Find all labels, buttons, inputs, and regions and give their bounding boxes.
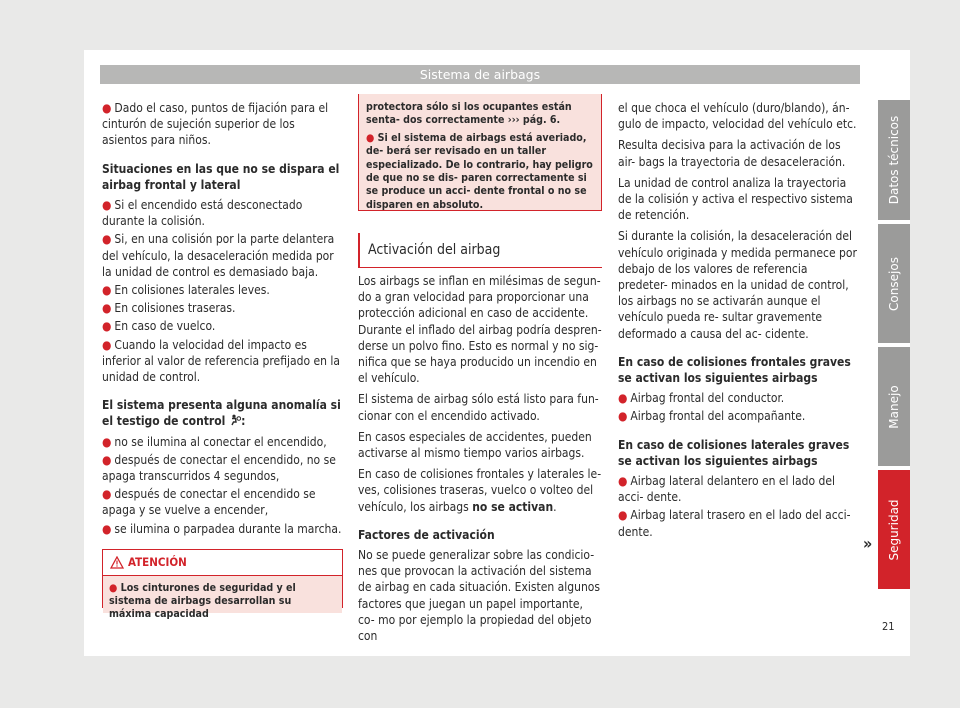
bullet-icon: ●	[102, 301, 112, 316]
list-item: ● Dado el caso, puntos de fijación para el cinturón de sujeción superior de los asientos para niños.	[102, 101, 329, 148]
warning-triangle-icon	[110, 556, 124, 569]
column-1	[102, 100, 342, 539]
page-reference-link[interactable]: ››› pág. 6.	[507, 114, 561, 127]
bullet-icon: ●	[102, 521, 112, 536]
bullet-icon: ●	[618, 409, 628, 424]
paragraph: Resulta decisiva para la activación de los air- bags la trayectoria de desaceleración.	[618, 138, 846, 169]
continue-arrow-icon: »	[863, 534, 873, 553]
warning-label: ATENCIÓN	[128, 555, 187, 569]
warning-continuation-box	[358, 94, 602, 211]
page-number: 21	[882, 620, 895, 633]
tab-datos-tecnicos[interactable]: Datos técnicos	[878, 100, 910, 220]
bullet-icon: ●	[102, 101, 112, 115]
list-item: ● Airbag frontal del conductor.	[618, 391, 785, 406]
warning-header	[103, 550, 342, 576]
section-title: Activación del airbag	[358, 233, 602, 268]
list-item: ● Si el encendido está desconectado durante la colisión.	[102, 198, 303, 229]
list-item: ● Airbag lateral trasero en el lado del acci- dente.	[618, 508, 851, 539]
bullet-icon: ●	[102, 319, 112, 334]
list-item: ● Cuando la velocidad del impacto es inferior al valor de referencia prefijado en la unidad de control.	[102, 337, 341, 385]
list-item: ● En colisiones traseras.	[102, 301, 236, 316]
list-item: ● se ilumina o parpadea durante la marcha.	[102, 521, 342, 536]
list-item: ● En caso de vuelco.	[102, 319, 216, 334]
page-header: Sistema de airbags	[100, 65, 860, 84]
paragraph: Si durante la colisión, la desaceleración del vehículo originada y medida permanece por debajo de los valores de referencia predeter- minados en la unidad de control, los airbags no se activarán aunque el vehículo pueda re- sultar gravemente deformado a causa del ac- cidente.	[618, 229, 857, 341]
paragraph: No se puede generalizar sobre las condicio- nes que provocan la activación del sistema de airbag en cada situación. Existen algunos factores que juegan un papel importante, co- mo por ejemplo la propiedad del objeto con	[358, 548, 601, 644]
tab-manejo[interactable]: Manejo	[878, 347, 910, 466]
warning-continuation-body: protectora sólo si los ocupantes están senta- dos correctamente ››› pág. 6. ● Si el sistema de airbags está averiado, de- berá ser revisado en un taller especializado. De lo contrario, hay peligro de que no se dis- paren correctamente si se produce un acci- dente frontal o no se disparen en absoluto.	[366, 101, 593, 211]
list-item: ● Airbag frontal del acompañante.	[618, 409, 806, 424]
subheading: El sistema presenta alguna anomalía si el testigo de control :	[102, 398, 341, 429]
bullet-icon: ●	[102, 198, 112, 213]
warning-body: ● Los cinturones de seguridad y el sistema de airbags desarrollan su máxima capacidad	[103, 576, 342, 613]
subheading: Situaciones en las que no se dispara el airbag frontal y lateral	[102, 161, 340, 192]
subheading: Factores de activación	[358, 527, 495, 542]
paragraph: La unidad de control analiza la trayectoria de la colisión y activa el respectivo sistema de retención.	[618, 175, 853, 223]
paragraph: El sistema de airbag sólo está listo para fun- cionar con el encendido activado.	[358, 392, 599, 423]
warning-box	[102, 549, 343, 621]
list-item: ● En colisiones laterales leves.	[102, 283, 270, 298]
airbag-warning-icon	[229, 414, 241, 426]
list-item: ● no se ilumina al conectar el encendido,	[102, 434, 327, 449]
bullet-icon: ●	[102, 452, 112, 467]
bullet-icon: ●	[102, 487, 112, 502]
paragraph: En casos especiales de accidentes, pueden activarse al mismo tiempo varios airbags.	[358, 429, 592, 461]
column-2	[358, 273, 602, 649]
bullet-icon: ●	[366, 131, 375, 144]
subheading: En caso de colisiones laterales graves se activan los siguientes airbags	[618, 437, 850, 468]
paragraph: En caso de colisiones frontales y laterales le- ves, colisiones traseras, vuelco o volteo del vehículo, los airbags no se activan.	[358, 467, 602, 514]
tab-consejos[interactable]: Consejos	[878, 224, 910, 343]
paragraph: Los airbags se inflan en milésimas de segun- do a gran velocidad para proporcionar una protección adicional en caso de accidente. Durante el inflado del airbag podría despren- derse un polvo fino. Esto es normal y no sig- nifica que se haya producido un incendio en el vehículo.	[358, 274, 602, 386]
list-item: ● Airbag lateral delantero en el lado del acci- dente.	[618, 474, 835, 505]
tab-seguridad[interactable]: Seguridad	[878, 470, 910, 589]
paragraph: el que choca el vehículo (duro/blando), án- gulo de impacto, velocidad del vehículo etc.	[618, 101, 857, 132]
bullet-icon: ●	[618, 474, 628, 489]
bullet-icon: ●	[102, 283, 112, 298]
bullet-icon: ●	[102, 232, 112, 247]
column-3	[618, 100, 858, 542]
list-item: ● después de conectar el encendido se apaga y se vuelve a encender,	[102, 487, 316, 518]
bullet-icon: ●	[102, 337, 112, 352]
bullet-icon: ●	[618, 391, 628, 406]
subheading: En caso de colisiones frontales graves se activan los siguientes airbags	[618, 354, 851, 386]
list-item: ● Si, en una colisión por la parte delantera del vehículo, la desaceleración medida por la unidad de control es demasiado baja.	[102, 232, 335, 279]
bullet-icon: ●	[109, 582, 118, 594]
list-item: ● después de conectar el encendido, no se apaga transcurridos 4 segundos,	[102, 452, 336, 484]
bullet-icon: ●	[618, 508, 628, 523]
bullet-icon: ●	[102, 434, 112, 449]
